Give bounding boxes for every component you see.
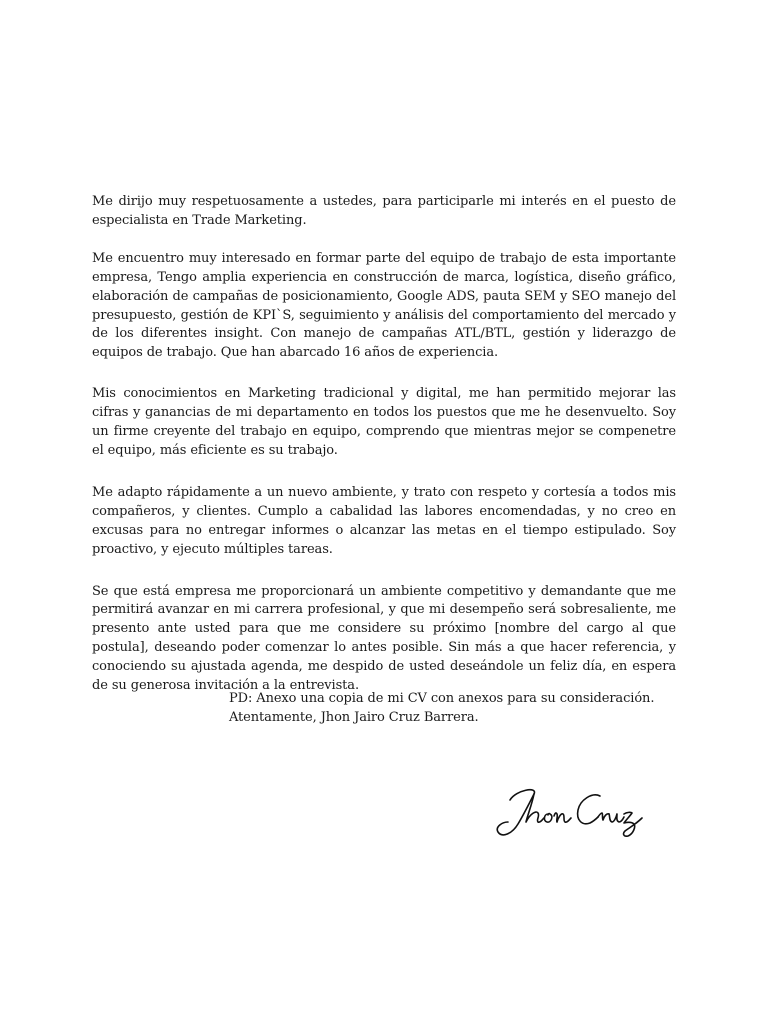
handwritten-signature	[488, 780, 658, 850]
paragraph-knowledge: Mis conocimientos en Marketing tradicional y digital, me han permitido mejorar las cifras y ganancias de mi departamento en todos los puestos que me he desenvuelto. Soy un firme creyente del trabajo en equipo, comprendo que mientras mejor se compenetre el equipo, más eficiente es su trabajo.	[92, 386, 676, 458]
paragraph-adaptability: Me adapto rápidamente a un nuevo ambiente, y trato con respeto y cortesía a todos mis compañeros, y clientes. Cumplo a cabalidad las labores encomendadas, y no creo en excusas para no entregar informes o alcanzar las metas en el tiempo estipulado. Soy proactivo, y ejecuto múltiples tareas.	[92, 484, 676, 557]
paragraph-intro: Me dirijo muy respetuosamente a ustedes, para participarle mi interés en el puesto de especialista en Trade Marketing.	[92, 194, 676, 228]
closing-block	[229, 689, 679, 727]
signature-image	[488, 780, 658, 850]
postscript: PD: Anexo una copia de mi CV con anexos para su consideración.	[229, 691, 655, 706]
paragraph-closing: Se que está empresa me proporcionará un ambiente competitivo y demandante que me permitirá avanzar en mi carrera profesional, y que mi desempeño será sobresaliente, me presento ante usted para que me considere su próximo [nombre del cargo al que postula], deseando poder comenzar lo antes posible. Sin más a que hacer referencia, y conociendo su ajustada agenda, me despido de usted deseándole un feliz día, en espera de su generosa invitación a la entrevista.	[92, 583, 676, 694]
letter-body	[92, 193, 676, 696]
paragraph-experience: Me encuentro muy interesado en formar parte del equipo de trabajo de esta importante empresa, Tengo amplia experiencia en construcción de marca, logística, diseño gráfico, elaboración de campañas de posicionamiento, Google ADS, pauta SEM y SEO manejo del presupuesto, gestión de KPI`S, seguimiento y análisis del comportamiento del mercado y de los diferentes insight. Con manejo de campañas ATL/BTL, gestión y liderazgo de equipos de trabajo. Que han abarcado 16 años de experiencia.	[92, 250, 676, 361]
sign-off: Atentamente, Jhon Jairo Cruz Barrera.	[229, 710, 479, 725]
